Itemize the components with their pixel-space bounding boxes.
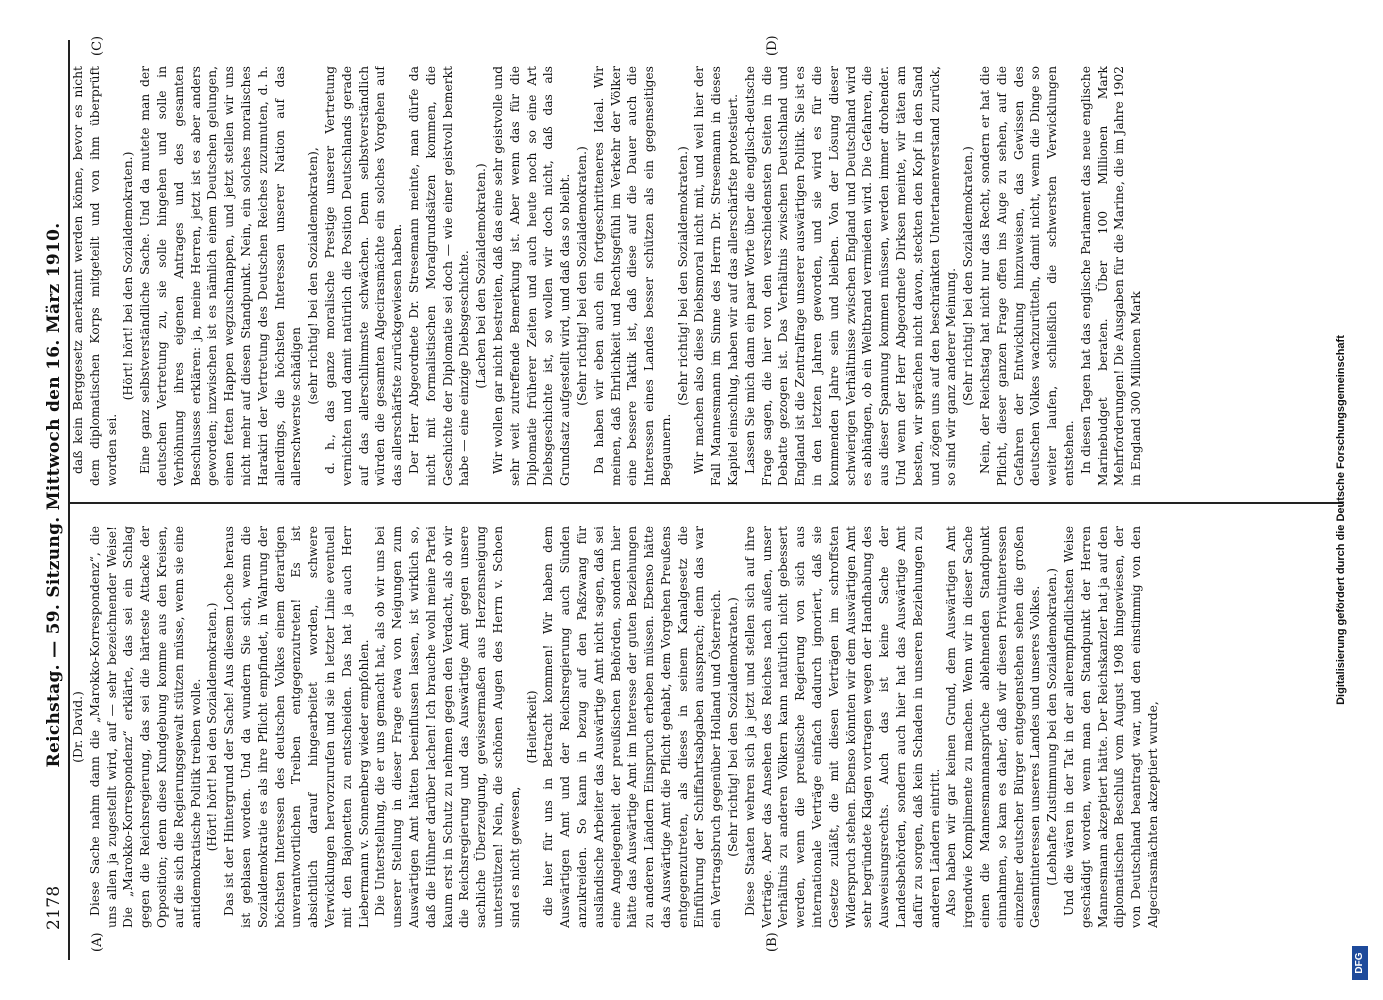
paragraph: Wir wollen gar nicht bestreiten, daß das eine sehr geistvolle und sehr weit zutreffende Bemerkung ist. Aber wenn das für die Diplomatie früherer Zeiten und auch heute noch so eine Art Diebsgeschichte ist, so wollen wir doch nicht, daß das als Grundsatz aufgestellt wird, und daß das so bleibt. <box>490 66 573 486</box>
paragraph: In diesen Tagen hat das englische Parlament das neue englische Marinebudget beraten. Über 100 Millionen Mark Mehrforderungen! Die Ausgaben für die Marine, die im Jahre 1902 in England 300 Millionen Mark <box>1078 66 1144 486</box>
paragraph: Lassen Sie mich dann ein paar Worte über die englisch-deutsche Frage sagen, die hier von den verschiedensten Seiten in die Debatte gezogen ist. Das Verhältnis zwischen Deutschland und England ist die Zentralfrage unserer auswärtigen Politik. Sie ist es in den letzten Jahren geworden, und sie wird es für die kommenden Jahre sein und bleiben. Von der Lösung dieser schwierigen Verhältnisse zwischen England und Deutschland wird es abhängen, ob ein Weltbrand vermieden wird. Die Gefahren, die aus dieser Spannung kommen müssen, werden immer drohender. Und wenn der Herr Abgeordnete Dirksen meinte, wir täten am besten, wir sprächen nicht davon, steckten den Kopf in den Sand und zögen uns auf den beschränkten Untertanenverstand zurück, so sind wir ganz anderer Meinung. <box>742 66 959 486</box>
paragraph: Wir machen also diese Diebsmoral nicht mit, und weil hier der Fall Mannesmann im Sinne des Herrn Dr. Stresemann in dieses Kapitel einschlug, haben wir auf das allerschärfste protestiert. <box>692 66 741 486</box>
page-number: 2178 <box>44 885 64 930</box>
margin-mark-a: (A) <box>90 932 105 952</box>
page-header <box>32 40 68 950</box>
left-text-column <box>70 526 1333 928</box>
interjection: (Lachen bei den Sozialdemokraten.) <box>474 163 489 389</box>
interjection: (Lebhafte Zustimmung bei den Sozialdemokraten.) <box>1045 568 1060 886</box>
margin-mark-d: (D) <box>765 35 780 56</box>
paragraph: Also haben wir gar keinen Grund, dem Auswärtigen Amt irgendwie Komplimente zu machen. Wenn wir in dieser Sache einen die Mannesmannansprüche ablehnenden Standpunkt einnahmen, so kam es daher, daß wir diesen Privatinteressen einzelner deutscher Bürger entgegenstehen sehen die großen Gesamtinteressen unseres Landes und unseres Volkes. <box>944 526 1043 928</box>
paragraph: daß kein Berggesetz anerkannt werden könne, bevor es nicht dem diplomatischen Korps mitgeteilt und von ihm überprüft worden sei. <box>71 66 119 486</box>
interjection: (Sehr richtig! bei den Sozialdemokraten.) <box>726 597 741 857</box>
paragraph: Da haben wir eben auch ein fortgeschritteneres Ideal. Wir meinen, daß Ehrlichkeit und Rechtsgefühl im Verkehr der Völker eine bessere Taktik ist, daß diese auf die Dauer auch die Interessen eines Landes besser schützen als ein gegenseitiges Begaunern. <box>591 66 673 486</box>
paragraph: die hier für uns in Betracht kommen! Wir haben dem Auswärtigen Amt und der Reichsregierung auch Sünden anzukreiden. So kann in bezug auf den Paßzwang für ausländische Arbeiter das Auswärtige Amt nicht sagen, daß sei eine Angelegenheit der preußischen Behörden, sondern hier hätte das Auswärtige Amt im Interesse der guten Beziehungen zu anderen Ländern Einspruch erheben müssen. Ebenso hätte das Auswärtige Amt die Pflicht gehabt, dem Vorgehen Preußens entgegenzutreten, als dieses in seinem Kanalgesetz die Einführung der Schiffahrtsabgaben aussprach; denn das war ein Vertragsbruch gegenüber Holland und Österreich. <box>541 526 724 928</box>
paragraph: Das ist der Hintergrund der Sache! Aus diesem Loche heraus ist geblasen worden. Und da wundern Sie sich, wenn die Sozialdemokratie es als ihre Pflicht empfindet, in Wahrung der höchsten Interessen des deutschen Volkes einem derartigen unverantwortlichen Treiben entgegenzutreten! Es ist absichtlich darauf hingearbeitet worden, schwere Verwicklungen hervorzurufen und sie in letzter Linie eventuell mit den Bajonetten zu entscheiden. Das hat ja auch Herr Liebermann v. Sonnenberg wieder empfohlen. <box>222 526 371 928</box>
margin-mark-c: (C) <box>90 35 105 56</box>
paragraph: Und die wären in der Tat in der allerempfindlichsten Weise geschädigt worden, wenn man den Standpunkt der Herren Mannesmann akzeptiert hätte. Der Reichskanzler hat ja auf den diplomatischen Beschluß vom August 1908 hingewiesen, der von Deutschland beantragt war, und den einstimmig von den Algecirasmächten akzeptiert wurde, <box>1062 526 1160 928</box>
margin-mark-b: (B) <box>765 932 780 952</box>
column-divider <box>70 502 1343 504</box>
speaker-label: (Dr. David.) <box>71 691 85 763</box>
digitization-credit: Digitalisierung gefördert durch die Deutsche Forschungsgemeinschaft <box>1335 335 1347 705</box>
dfg-logo: DFG <box>1352 946 1368 980</box>
paragraph: Der Herr Abgeordnete Dr. Stresemann meinte, man dürfe da nicht mit formalistischen Moralgrundsätzen kommen, die Geschichte der Diplomatie sei doch — wie einer geistvoll bemerkt habe — eine einzige Diebsgeschichte. <box>406 66 472 486</box>
interjection: (Heiterkeit) <box>524 690 539 764</box>
interjection: (Sehr richtig! bei den Sozialdemokraten.) <box>961 146 976 406</box>
interjection: (Sehr richtig! bei den Sozialdemokraten.) <box>574 146 589 406</box>
paragraph: Diese Staaten wehren sich ja jetzt und stellen sich auf ihre Verträge. Aber das Ansehen des Reiches nach außen, unser Verhältnis zu anderen Völkern kann natürlich nicht gebessert werden, wenn die preußische Regierung von sich aus internationale Verträge einfach dadurch ignoriert, daß sie Gesetze zuläßt, die mit diesen Verträgen im schroffsten Widerspruch stehen. Ebenso könnten wir dem Auswärtigen Amt sehr begründete Klagen vortragen wegen der Handhabung des Ausweisungsrechts. Auch das ist keine Sache der Landesbehörden, sondern auch hier hat das Auswärtige Amt dafür zu sorgen, daß kein Schaden in unseren Beziehungen zu anderen Ländern eintritt. <box>742 526 942 928</box>
page-title: Reichstag. — 59. Sitzung. Mittwoch den 16. März 1910. <box>44 222 64 768</box>
paragraph: d. h., das ganze moralische Prestige unserer Vertretung vernichten und damit natürlich die Position Deutschlands gerade auf das allerschlimmste schwächen. Denn selbstverständlich würden die gesamten Algecirasmächte ein solches Vorgehen auf das allerschärfste zurückgewiesen haben. <box>322 66 405 486</box>
right-text-column <box>70 66 1333 486</box>
paragraph: Diese Sache nahm dann die „Marokko-Korrespondenz“, die uns allen ja zugestellt wird, auf — sehr bezeichnender Weise! Die „Marokko-Korrespondenz“ erklärte, das sei ein Schlag gegen die Reichsregierung, das sei die härteste Attacke der Opposition; denn diese Kundgebung komme aus den Kreisen, auf die sich die Regierungsgewalt stützen müsse, wenn sie eine antidemokratische Politik treiben wolle. <box>87 526 203 928</box>
paragraph: Nein, der Reichstag hat nicht nur das Recht, sondern er hat die Pflicht, dieser ganzen Frage offen ins Auge zu sehen, auf die Gefahren der Entwicklung hinzuweisen, das Gewissen des deutschen Volkes wachzurütteln, damit nicht, wenn die Dinge so weiter laufen, schließlich die schwersten Verwicklungen entstehen. <box>978 66 1077 486</box>
paragraph: Die Unterstellung, die er uns gemacht hat, als ob wir uns bei unserer Stellung in dieser Frage etwa von Neigungen zum Auswärtigen Amt hätten beeinflussen lassen, ist wirklich so, daß die Hühner darüber lachen! Ich brauche wohl meine Partei kaum erst in Schutz zu nehmen gegen den Verdacht, als ob wir die Reichsregierung und das Auswärtige Amt gegen unsere sachliche Überzeugung, gewissermaßen aus Herzensneigung unterstützen! Nein, die schönen Augen des Herrn v. Schoen sind es nicht gewesen, <box>373 526 522 928</box>
interjection: (Hört! hört! bei den Sozialdemokraten.) <box>121 151 136 401</box>
interjection: (Hört! hört! bei den Sozialdemokraten.) <box>205 602 220 852</box>
interjection: (sehr richtig! bei den Sozialdemokraten), <box>306 147 321 405</box>
paragraph: Eine ganz selbstverständliche Sache. Und da mutete man der deutschen Vertretung zu, sie solle hingehen und solle in Verhöhnung ihres eigenen Antrages und des gesamten Beschlusses erklären: ja, meine Herren, jetzt ist es aber anders geworden; inzwischen ist es nämlich einem Deutschen gelungen, einen fetten Happen wegzuschnappen, und jetzt stellen wir uns nicht mehr auf diesen Standpunkt. Nein, ein solches moralisches Harakiri der Vertretung des Deutschen Reiches zuzumuten, d. h. allerdings, die höchsten Interessen unserer Nation auf das allerschwerste schädigen <box>138 66 304 486</box>
interjection: (Sehr richtig! bei den Sozialdemokraten.) <box>675 146 690 406</box>
